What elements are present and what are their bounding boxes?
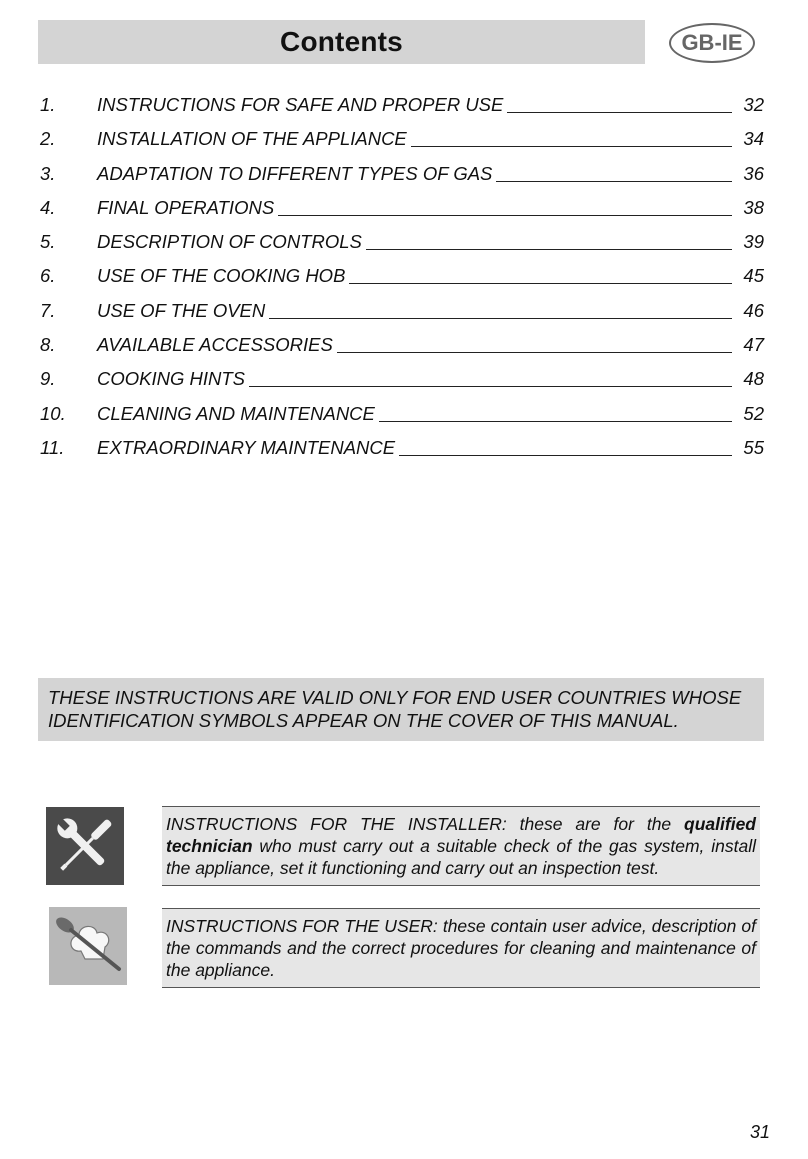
toc-entry[interactable] <box>40 128 764 162</box>
toc-entry-title: INSTALLATION OF THE APPLIANCE <box>97 128 407 150</box>
toc-leader-line <box>411 146 732 147</box>
toc-entry-title: COOKING HINTS <box>97 368 246 390</box>
toc-entry-title: EXTRAORDINARY MAINTENANCE <box>97 436 396 458</box>
validity-notice: THESE INSTRUCTIONS ARE VALID ONLY FOR END USER COUNTRIES WHOSE IDENTIFICATION SYMBOLS APPEAR ON THE COVER OF THIS MANUAL. <box>38 678 764 741</box>
toc-entry-title: CLEANING AND MAINTENANCE <box>97 402 375 424</box>
toc-entry-page: 39 <box>743 231 764 253</box>
installer-instructions <box>162 806 760 886</box>
toc-entry-page: 52 <box>743 402 764 424</box>
toc-entry-number: 8. <box>40 334 56 356</box>
toc-entry[interactable] <box>40 231 764 265</box>
toc-entry[interactable] <box>40 163 764 197</box>
toc-entry-number: 9. <box>40 368 56 390</box>
toc-entry-title: DESCRIPTION OF CONTROLS <box>97 231 362 253</box>
toc-entry-title: AVAILABLE ACCESSORIES <box>97 334 333 356</box>
toc-entry-page: 32 <box>743 94 764 115</box>
toc-entry-title: FINAL OPERATIONS <box>97 196 275 218</box>
country-code-badge: GB-IE <box>669 23 755 63</box>
toc-entry-page: 46 <box>743 299 764 321</box>
toc-entry[interactable] <box>40 265 764 299</box>
toc-entry[interactable] <box>40 197 764 231</box>
page-number: 31 <box>749 1122 770 1142</box>
chef-spoon-icon <box>49 907 127 985</box>
installer-emphasis: qualified technician <box>166 814 756 856</box>
toc-entry-number: 11. <box>40 436 65 458</box>
toc-entry-page: 55 <box>743 436 764 458</box>
toc-entry-page: 36 <box>743 162 764 184</box>
table-of-contents <box>40 94 764 471</box>
toc-entry-page: 34 <box>743 128 764 150</box>
toc-entry-title: INSTRUCTIONS FOR SAFE AND PROPER USE <box>97 94 504 115</box>
toc-leader-line <box>349 283 732 284</box>
installer-rest: who must carry out a suitable check of the gas system, install the appliance, set it functioning and carry out an inspection test. <box>166 836 756 878</box>
toc-entry-title: USE OF THE COOKING HOB <box>97 265 346 287</box>
toc-leader-line <box>379 421 732 422</box>
toc-entry[interactable] <box>40 368 764 402</box>
installer-lead: INSTRUCTIONS FOR THE INSTALLER: these are for the <box>166 814 685 834</box>
toc-leader-line <box>269 318 732 319</box>
toc-leader-line <box>496 181 732 182</box>
page-title: Contents <box>280 26 403 57</box>
toc-leader-line <box>399 455 732 456</box>
toc-entry-number: 6. <box>40 265 56 287</box>
wrench-screwdriver-icon <box>46 807 124 885</box>
toc-entry-number: 3. <box>40 162 56 184</box>
toc-leader-line <box>337 352 732 353</box>
toc-entry-page: 47 <box>743 334 764 356</box>
toc-leader-line <box>507 112 732 113</box>
toc-entry-number: 2. <box>40 128 56 150</box>
toc-entry[interactable] <box>40 437 764 471</box>
toc-entry[interactable] <box>40 300 764 334</box>
toc-entry-page: 38 <box>743 196 764 218</box>
toc-entry[interactable] <box>40 94 764 128</box>
toc-leader-line <box>366 249 732 250</box>
toc-entry-page: 45 <box>743 265 764 287</box>
toc-entry-number: 4. <box>40 196 56 218</box>
toc-entry-number: 1. <box>40 94 56 115</box>
toc-leader-line <box>249 386 732 387</box>
toc-leader-line <box>278 215 732 216</box>
toc-entry-title: USE OF THE OVEN <box>97 299 266 321</box>
toc-entry-title: ADAPTATION TO DIFFERENT TYPES OF GAS <box>97 162 493 184</box>
toc-entry-number: 5. <box>40 231 56 253</box>
toc-entry[interactable] <box>40 334 764 368</box>
user-instructions: INSTRUCTIONS FOR THE USER: these contain user advice, description of the commands and the correct procedures for cleaning and maintenance of the appliance. <box>162 908 760 988</box>
toc-entry-number: 10. <box>40 402 66 424</box>
toc-entry[interactable] <box>40 403 764 437</box>
contents-header-bar <box>38 20 645 64</box>
toc-entry-page: 48 <box>743 368 764 390</box>
toc-entry-number: 7. <box>40 299 56 321</box>
